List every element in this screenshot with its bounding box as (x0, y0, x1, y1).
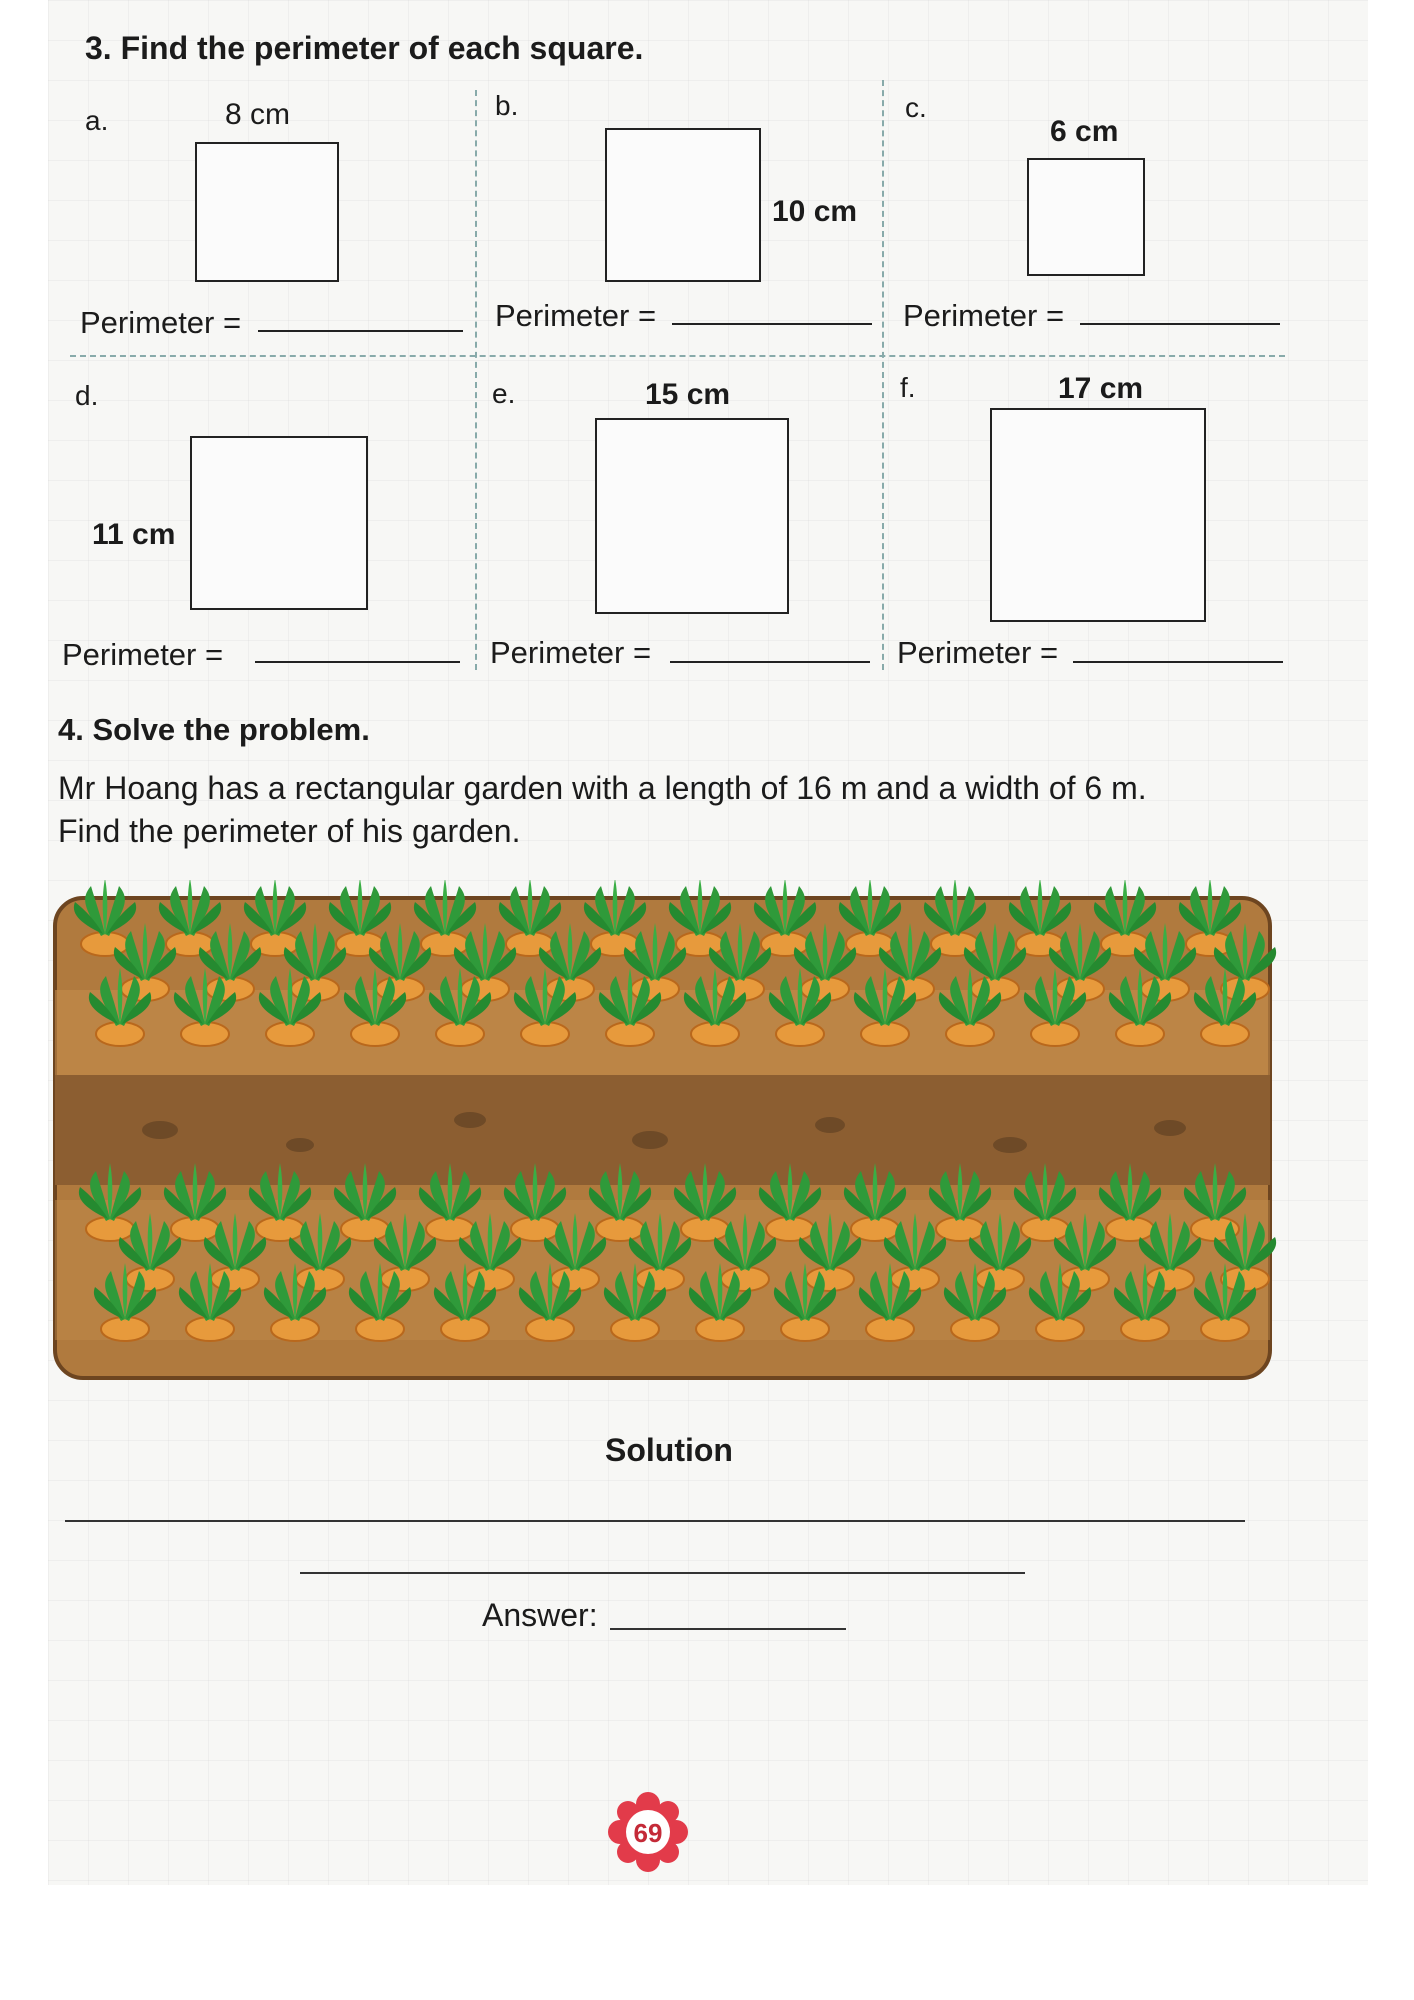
square-c (1027, 158, 1145, 276)
item-a-letter: a. (85, 105, 109, 136)
solution-line-1[interactable] (65, 1520, 1245, 1522)
item-d-letter: d. (75, 380, 99, 411)
divider-vertical-1 (475, 90, 477, 670)
item-e-perimeter-label: Perimeter = (490, 635, 652, 670)
problem-line-2: Find the perimeter of his garden. (58, 813, 521, 849)
divider-vertical-2 (882, 80, 884, 670)
divider-horizontal (70, 355, 1285, 357)
solution-line-2[interactable] (300, 1572, 1025, 1574)
item-b-letter: b. (495, 90, 519, 121)
item-f-side-label: 17 cm (1058, 372, 1144, 405)
item-d-perimeter-label: Perimeter = (62, 637, 224, 672)
garden-path (55, 1075, 1270, 1185)
item-e-side-label: 15 cm (645, 378, 731, 411)
item-c-letter: c. (905, 92, 927, 123)
answer-blank[interactable] (610, 1628, 846, 1630)
answer-label: Answer: (482, 1597, 598, 1633)
item-b-answer-blank[interactable] (672, 323, 872, 325)
page-number: 69 (633, 1818, 663, 1848)
question-4-heading: 4. Solve the problem. (58, 712, 370, 747)
item-a-side-label: 8 cm (225, 98, 291, 131)
square-d (190, 436, 368, 610)
question-3-heading: 3. Find the perimeter of each square. (85, 30, 644, 66)
square-e (595, 418, 789, 614)
item-f-letter: f. (900, 372, 916, 403)
item-a-perimeter-label: Perimeter = (80, 305, 242, 340)
item-d-answer-blank[interactable] (255, 661, 460, 663)
item-e-letter: e. (492, 378, 516, 409)
item-a-answer-blank[interactable] (258, 330, 463, 332)
item-e-answer-blank[interactable] (670, 661, 870, 663)
item-c-side-label: 6 cm (1050, 115, 1119, 148)
square-f (990, 408, 1206, 622)
item-b-perimeter-label: Perimeter = (495, 298, 657, 333)
problem-line-1: Mr Hoang has a rectangular garden with a length of 16 m and a width of 6 m. (58, 770, 1147, 806)
solution-label: Solution (605, 1432, 733, 1468)
item-f-answer-blank[interactable] (1073, 661, 1283, 663)
carrot-garden-illustration (50, 880, 1280, 1390)
item-f-perimeter-label: Perimeter = (897, 635, 1059, 670)
square-a (195, 142, 339, 282)
page-number-badge (606, 1790, 690, 1874)
item-d-side-label: 11 cm (92, 518, 176, 551)
item-b-side-label: 10 cm (772, 195, 858, 228)
item-c-perimeter-label: Perimeter = (903, 298, 1065, 333)
item-c-answer-blank[interactable] (1080, 323, 1280, 325)
square-b (605, 128, 761, 282)
